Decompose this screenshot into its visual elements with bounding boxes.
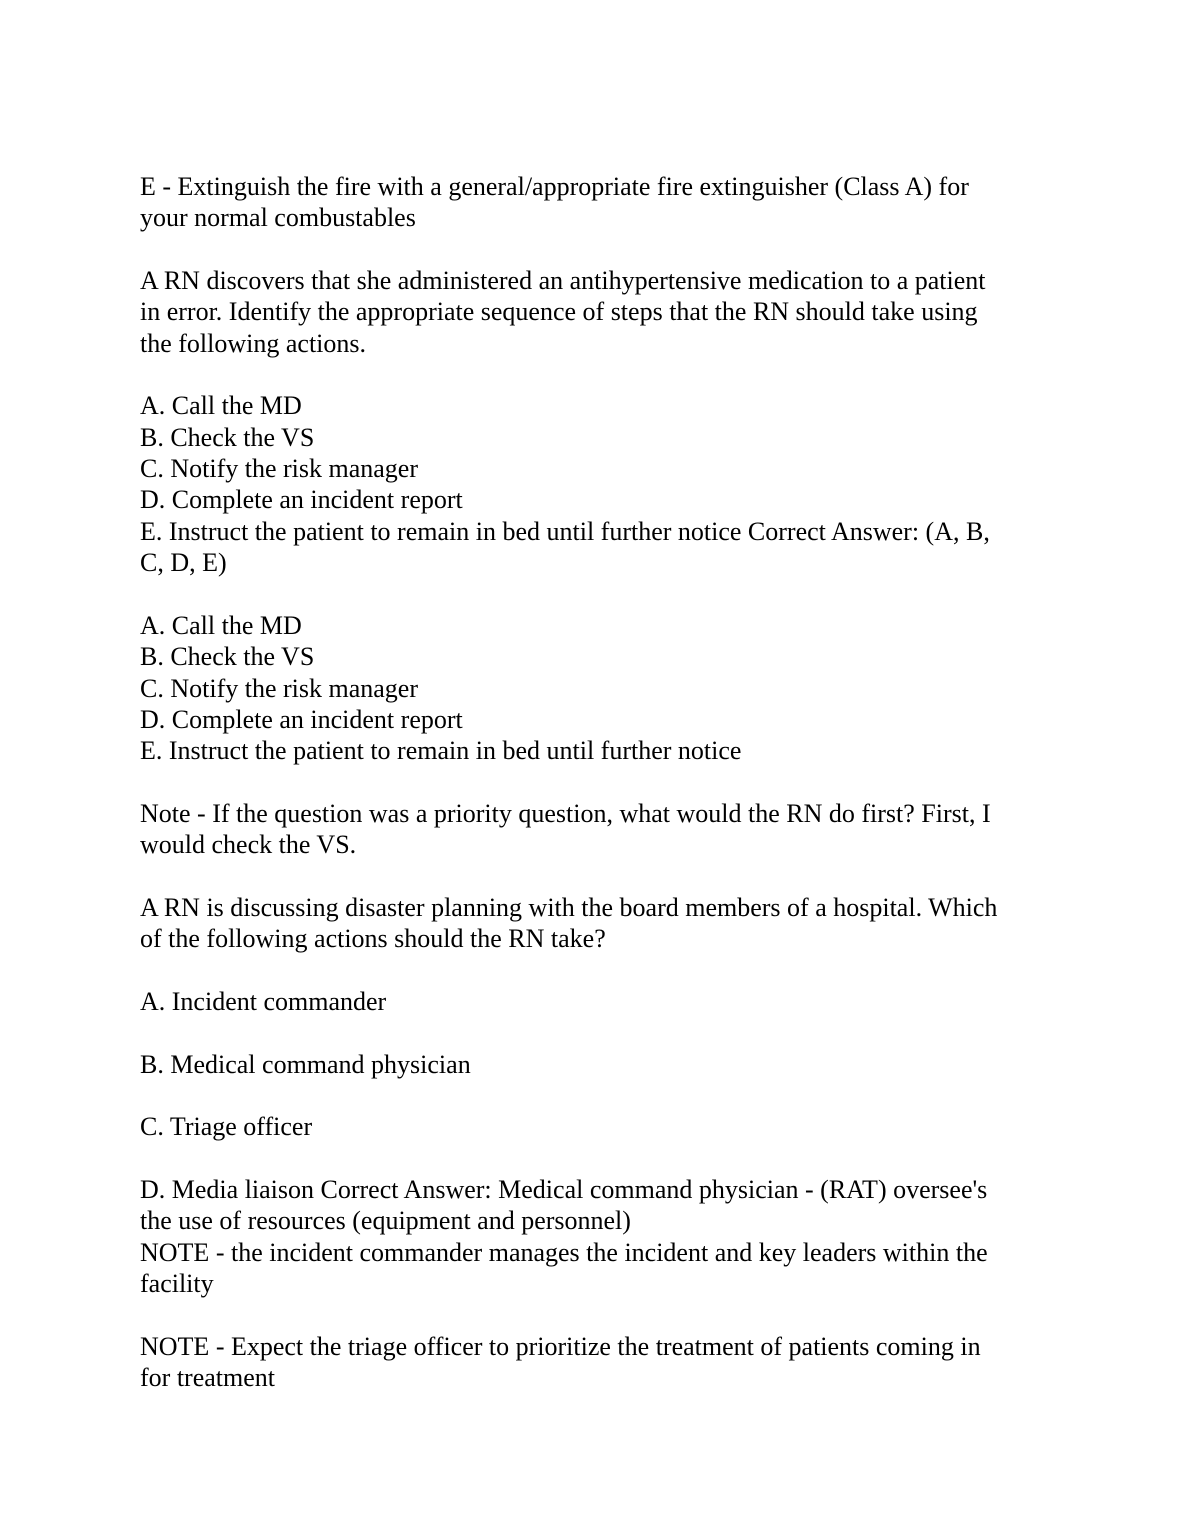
- text-line: A. Call the MD: [140, 391, 302, 421]
- text-line: A. Call the MD: [140, 610, 302, 640]
- text-line: Note - If the question was a priority question, what would the RN do first? First, I: [140, 798, 991, 828]
- text-line: A RN discovers that she administered an antihypertensive medication to a patient: [140, 266, 986, 296]
- text-line: E - Extinguish the fire with a general/appropriate fire extinguisher (Class A) for: [140, 172, 969, 201]
- paragraph: [140, 1111, 1060, 1142]
- text-line: in error. Identify the appropriate sequence of steps that the RN should take using: [140, 297, 978, 327]
- text-line: C. Notify the risk manager: [140, 673, 418, 703]
- text-line: C. Triage officer: [140, 1112, 313, 1142]
- paragraph: [140, 798, 1060, 861]
- text-line: D. Complete an incident report: [140, 485, 463, 515]
- paragraph: [140, 265, 1060, 359]
- text-line: C, D, E): [140, 548, 227, 578]
- text-line: B. Check the VS: [140, 422, 315, 452]
- text-line: the following actions.: [140, 328, 367, 358]
- paragraph: [140, 1331, 1060, 1394]
- text-line: your normal combustables: [140, 203, 416, 233]
- paragraph: [140, 171, 1060, 234]
- text-line: would check the VS.: [140, 830, 357, 860]
- text-line: B. Check the VS: [140, 642, 315, 672]
- text-line: NOTE - Expect the triage officer to prioritize the treatment of patients coming in: [140, 1331, 981, 1361]
- text-line: of the following actions should the RN take?: [140, 924, 606, 954]
- text-line: facility: [140, 1269, 214, 1299]
- text-line: A. Incident commander: [140, 986, 387, 1016]
- text-line: D. Media liaison Correct Answer: Medical command physician - (RAT) oversee's: [140, 1175, 988, 1204]
- paragraph: [140, 390, 1060, 578]
- text-line: A RN is discussing disaster planning with the board members of a hospital. Which: [140, 892, 998, 922]
- document-page: [140, 171, 1060, 1425]
- paragraph: [140, 1174, 1060, 1299]
- text-line: NOTE - the incident commander manages the incident and key leaders within the: [140, 1237, 988, 1267]
- text-line: C. Notify the risk manager: [140, 454, 418, 484]
- paragraph: [140, 892, 1060, 955]
- text-line: for treatment: [140, 1363, 275, 1393]
- text-line: D. Complete an incident report: [140, 704, 463, 734]
- text-line: E. Instruct the patient to remain in bed until further notice: [140, 736, 742, 766]
- text-line: the use of resources (equipment and personnel): [140, 1206, 631, 1236]
- text-line: E. Instruct the patient to remain in bed until further notice Correct Answer: (A, B,: [140, 516, 990, 546]
- text-line: B. Medical command physician: [140, 1049, 471, 1079]
- paragraph: [140, 610, 1060, 767]
- paragraph: [140, 986, 1060, 1017]
- paragraph: [140, 1049, 1060, 1080]
